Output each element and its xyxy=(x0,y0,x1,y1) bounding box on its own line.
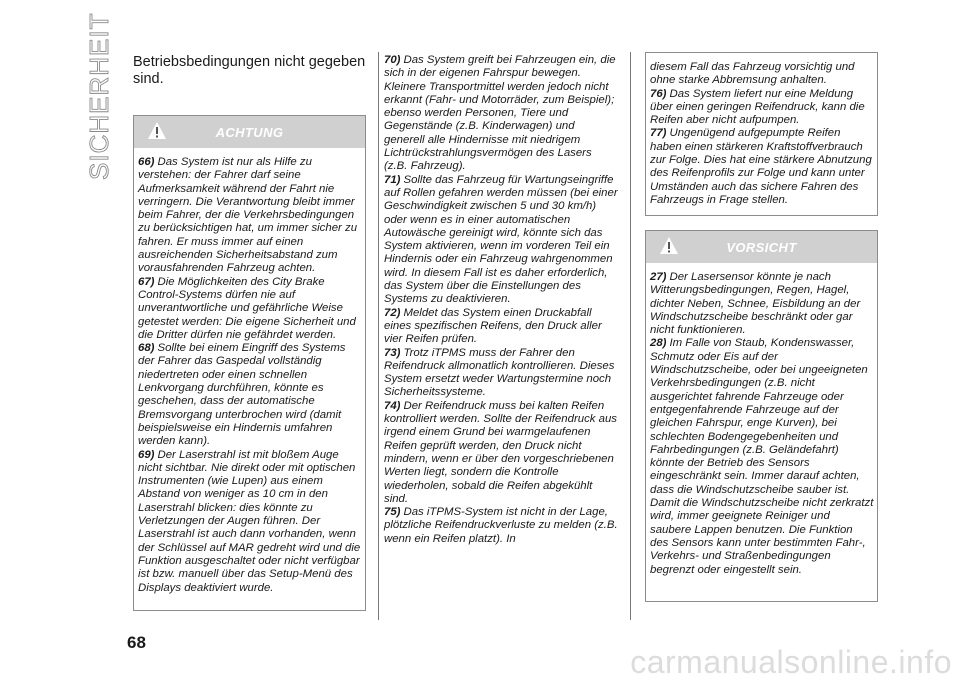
achtung-header xyxy=(134,116,365,148)
note-text: Das System ist nur als Hilfe zu verstehen: der Fahrer darf seine Aufmerksamkeit während der Fahrt nie verringern. Die Verantwortung bleibt immer beim Fahrer, der die Verkehrsbedingungen zu berücksichtigen hat, um immer sicher zu fahren. Er muss immer auf einen ausreichenden Sicherheitsabstand zum vorausfahrenden Fahrzeug achten. xyxy=(138,156,358,275)
achtung-title: ACHTUNG xyxy=(215,124,284,140)
page-number: 68 xyxy=(127,633,146,652)
note-number: 72) xyxy=(384,306,401,319)
note-item xyxy=(384,347,618,400)
note-text: Die Möglichkeiten des City Brake Control-Systems dürfen nie auf unverantwortliche und gefährliche Weise getestet werden: Die eigene Sicherheit und die Dritter dürfen nie gefährdet werden. xyxy=(138,275,356,341)
continued-warning-body xyxy=(646,53,877,207)
vorsicht-box xyxy=(645,230,878,602)
note-item xyxy=(650,127,874,207)
note-item xyxy=(384,174,618,307)
note-number: 68) xyxy=(138,342,155,355)
note-number: 77) xyxy=(650,127,667,140)
note-item xyxy=(384,307,618,347)
column-divider xyxy=(630,52,631,620)
vorsicht-body xyxy=(646,263,877,577)
warning-triangle-icon xyxy=(147,121,167,141)
note-number: 28) xyxy=(650,337,667,350)
column-divider xyxy=(378,52,379,620)
note-item xyxy=(384,400,618,506)
note-text: Das System greift bei Fahrzeugen ein, die sich in der eigenen Fahrspur bewegen. Kleinere Transportmittel werden jedoch nicht erkannt (Fahr- und Motorräder, zum Beispiel); ebenso werden Personen, Tiere und Gegenstände (z.B. Kinderwagen) und generell alle Hindernisse mit niedrigem Lichtrückstrahlungsvermögen des Lasers (z.B. Fahrzeug). xyxy=(384,54,616,173)
continued-warning-box xyxy=(645,52,878,216)
warning-triangle-icon xyxy=(659,236,679,256)
vorsicht-header xyxy=(646,231,877,263)
note-text: Der Laserstrahl ist mit bloßem Auge nicht sichtbar. Nie direkt oder mit optischen Instrumenten (wie Lupen) aus einem Abstand von weniger as 10 cm in den Laserstrahl blicken: dies könnte zu Verletzungen der Augen führen. Der Laserstrahl ist auch dann vorhanden, wenn der Schlüssel auf MAR gedreht wird und die Funktion ausgeschaltet oder nicht verfügbar ist bzw. manuell über das Setup-Menü des Displays deaktiviert wurde. xyxy=(138,448,361,594)
note-text: diesem Fall das Fahrzeug vorsichtig und ohne starke Abbremsung anhalten. xyxy=(650,61,855,87)
note-item xyxy=(650,271,874,337)
note-item xyxy=(384,54,618,174)
note-item xyxy=(650,88,874,128)
note-number: 74) xyxy=(384,399,401,412)
note-number: 67) xyxy=(138,275,155,288)
note-text: Der Reifendruck muss bei kalten Reifen kontrolliert werden. Sollte der Reifendruck aus irgend einem Grund bei warmgelaufenen Reifen geprüft werden, den Druck nicht mindern, wenn er über den vorgeschriebenen Werten liegt, sondern die Kontrolle wiederholen, sobald die Reifen abgekühlt sind. xyxy=(384,399,617,505)
note-text: Das iTPMS-System ist nicht in der Lage, plötzliche Reifendruckverluste zu melden (z.B. wenn ein Reifen platzt). In xyxy=(384,506,618,545)
intro-text: Betriebsbedingungen nicht gegeben sind. xyxy=(133,54,366,87)
note-text: Der Lasersensor könnte je nach Witterungsbedingungen, Regen, Hagel, dichter Neben, Schnee, Eisbildung an der Windschutzscheibe beschränkt oder gar nicht funktionieren. xyxy=(650,271,861,337)
note-text: Trotz iTPMS muss der Fahrer den Reifendruck allmonatlich kontrollieren. Dieses System ersetzt weder Wartungstermine noch Sicherheitssysteme. xyxy=(384,346,615,399)
section-title: SICHERHEIT xyxy=(84,12,114,180)
note-text: Ungenügend aufgepumpte Reifen haben einen stärkeren Kraftstoffverbrauch zur Folge. Dies hat eine stärkere Abnutzung des Reifenprofils zur Folge und kann unter Umständen auch das sichere Fahren des Fahrzeugs in Frage stellen. xyxy=(650,127,872,206)
note-item xyxy=(650,61,874,88)
note-number: 66) xyxy=(138,156,155,168)
achtung-body xyxy=(134,148,365,595)
vorsicht-title: VORSICHT xyxy=(726,239,797,255)
note-text: Sollte bei einem Eingriff des Systems der Fahrer das Gaspedal vollständig niedertreten oder einen schnellen Lenkvorgang durchführen, könnte es geschehen, dass der automatische Bremsvorgang unterbrochen wird (damit beispielsweise ein Hindernis umfahren werden kann). xyxy=(138,342,346,448)
note-item xyxy=(138,342,362,448)
note-number: 71) xyxy=(384,173,401,186)
achtung-box xyxy=(133,115,366,611)
note-item xyxy=(138,156,362,276)
middle-column xyxy=(384,54,618,546)
note-number: 75) xyxy=(384,506,401,519)
note-number: 69) xyxy=(138,448,155,461)
note-item xyxy=(384,506,618,546)
note-item xyxy=(650,337,874,576)
watermark: carmanualsonline.info xyxy=(630,644,952,680)
note-text: Meldet das System einen Druckabfall eines spezifischen Reifens, den Druck aller vier Reifen prüfen. xyxy=(384,306,602,346)
note-number: 76) xyxy=(650,87,667,100)
note-item xyxy=(138,449,362,595)
note-number: 70) xyxy=(384,54,401,66)
note-text: Im Falle von Staub, Kondenswasser, Schmutz oder Eis auf der Windschutzscheibe, oder bei ungeeigneten Verkehrsbedingungen (z.B. nicht ausgerichtet fahrende Fahrzeuge oder entgegenfahrende Fahrzeuge auf der gleichen Fahrspur, enge Kurven), bei schlechten Bodengegebenheiten und Fahrbedingungen (z.B. Geländefahrt) könnte der Betrieb des Sensors eingeschränkt sein. Immer darauf achten, dass die Windschutzscheibe sauber ist. Damit die Windschutzscheibe nicht zerkratzt wird, immer geeignete Reiniger und saubere Lappen benutzen. Die Funktion des Sensors kann unter bestimmten Fahr-, Verkehrs- und Straßenbedingungen begrenzt oder eingestellt sein. xyxy=(650,337,874,576)
note-text: Sollte das Fahrzeug für Wartungseingriffe auf Rollen gefahren werden müssen (bei einer Geschwindigkeit zwischen 5 und 30 km/h) oder wenn es in einer automatischen Autowäsche gereinigt wird, könnte sich das System aktivieren, wenn im vorderen Teil ein Hindernis oder ein Fahrzeug wahrgenommen wird. In diesem Fall ist es daher erforderlich, das System über die Einstellungen des Systems zu deaktivieren. xyxy=(384,173,618,306)
note-number: 27) xyxy=(650,271,667,283)
note-number: 73) xyxy=(384,346,401,359)
note-text: Das System liefert nur eine Meldung über einen geringen Reifendruck, kann die Reifen aber nicht aufpumpen. xyxy=(650,87,865,127)
note-item xyxy=(138,276,362,342)
